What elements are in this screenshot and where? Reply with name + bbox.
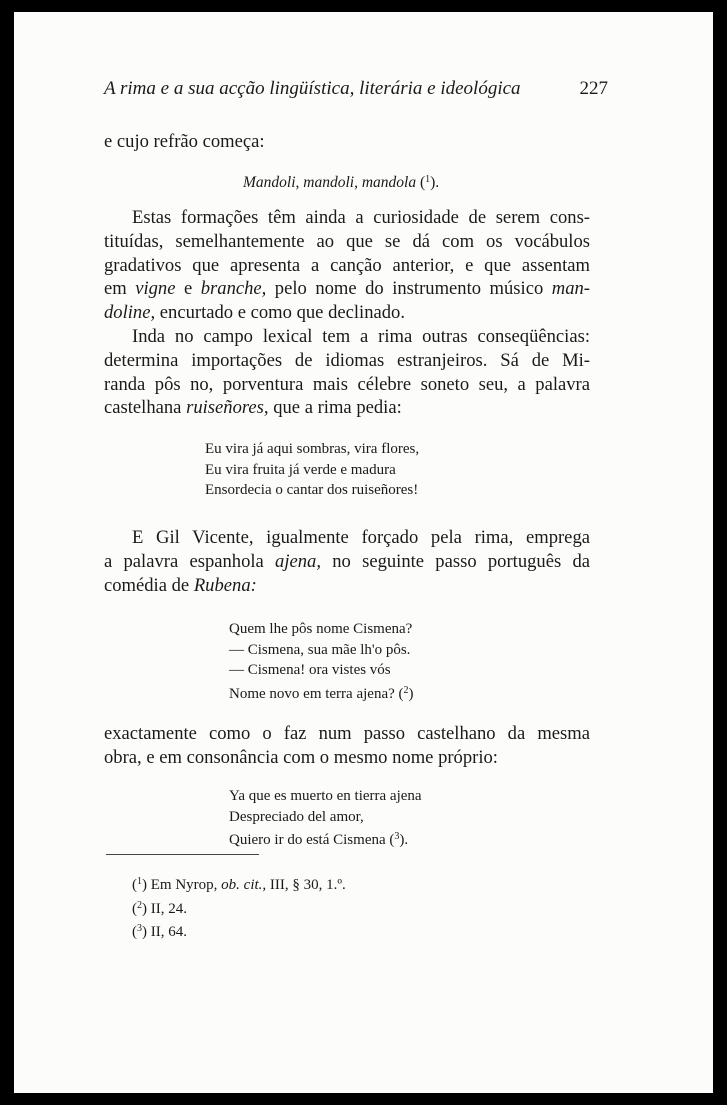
- footnote-ref: 2: [403, 684, 409, 696]
- refrain-text: Mandoli, mandoli, mandola: [243, 174, 417, 191]
- verse-gil-vicente-pt: Quem lhe pôs nome Cismena? — Cismena, sua mãe lh'o pôs. — Cismena! ora vistes vós Nome novo em terra ajena? ($^2$): [229, 621, 414, 702]
- verse-line: Eu vira fruita já verde e madura: [205, 461, 396, 478]
- verse-line: Eu vira já aqui sombras, vira flores,: [205, 441, 420, 457]
- paragraph-1: Estas formações têm ainda a curiosidade de serem cons- tituídas, semelhantemente ao que se dá com os vocábulos gradativos que apresenta a canção anterior, e que assentam em vigne e branche, pelo nome do instrumento músico man- doline, encurtado e como que declinado.: [104, 207, 590, 324]
- word-rubena: Rubena:: [193, 574, 257, 596]
- page-number: 227: [579, 78, 608, 99]
- word-mandoline: doline,: [104, 302, 156, 324]
- verse-line: Despreciado del amor,: [229, 808, 364, 825]
- word-ajena: ajena,: [275, 550, 322, 572]
- verse-line: — Cismena, sua mãe lh'o pôs.: [229, 641, 411, 658]
- running-title: A rima e a sua acção lingüística, literária e ideológica: [104, 78, 521, 99]
- footnote: ($^3$) II, 64.: [132, 923, 187, 940]
- word-ruisenores: ruiseñores,: [186, 397, 269, 419]
- intro-line: e cujo refrão começa:: [104, 131, 265, 152]
- verse-line: Nome novo em terra ajena?: [229, 685, 395, 702]
- verse-line: Ensordecia o cantar dos ruiseñores!: [205, 482, 419, 498]
- footnote-divider: [106, 854, 259, 855]
- paragraph-2: Inda no campo lexical tem a rima outras conseqüências: determina importações de idiomas estranjeiros. Sá de Mi- randa pôs no, porventura mais célebre soneto seu, a palavra castelhana ruiseñores, que a rima pedia:: [104, 326, 590, 419]
- running-head: [104, 78, 608, 104]
- footnote-ref: 3: [394, 831, 400, 842]
- footnote-ref: 1: [425, 174, 431, 185]
- book-page: [14, 12, 713, 1093]
- verse-line: Quiero ir do está Cismena: [229, 832, 386, 848]
- verse-gil-vicente-es: Ya que es muerto en tierra ajena Despreciado del amor, Quiero ir do está Cismena ($^3$).: [229, 788, 422, 848]
- refrain: Mandoli, mandoli, mandola ($^1$).: [243, 174, 440, 191]
- footnotes: [132, 872, 346, 943]
- verse-line: Ya que es muerto en tierra ajena: [229, 788, 422, 804]
- paragraph-3: E Gil Vicente, igualmente forçado pela rima, emprega a palavra espanhola ajena, no seguinte passo português da comédia de Rubena:: [104, 527, 590, 596]
- paragraph-4: exactamente como o faz num passo castelhano da mesma obra, e em consonância com o mesmo nome próprio:: [104, 723, 590, 768]
- word-vigne: vigne: [135, 278, 176, 300]
- footnote: ($^2$) II, 24.: [132, 899, 187, 917]
- verse-sa-de-miranda: [205, 439, 419, 501]
- verse-line: — Cismena! ora vistes vós: [229, 662, 391, 678]
- footnote: ($^1$) Em Nyrop, ob. cit., III, § 30, 1.º.: [132, 876, 346, 893]
- verse-line: Quem lhe pôs nome Cismena?: [229, 621, 413, 637]
- word-branche: branche,: [200, 278, 267, 300]
